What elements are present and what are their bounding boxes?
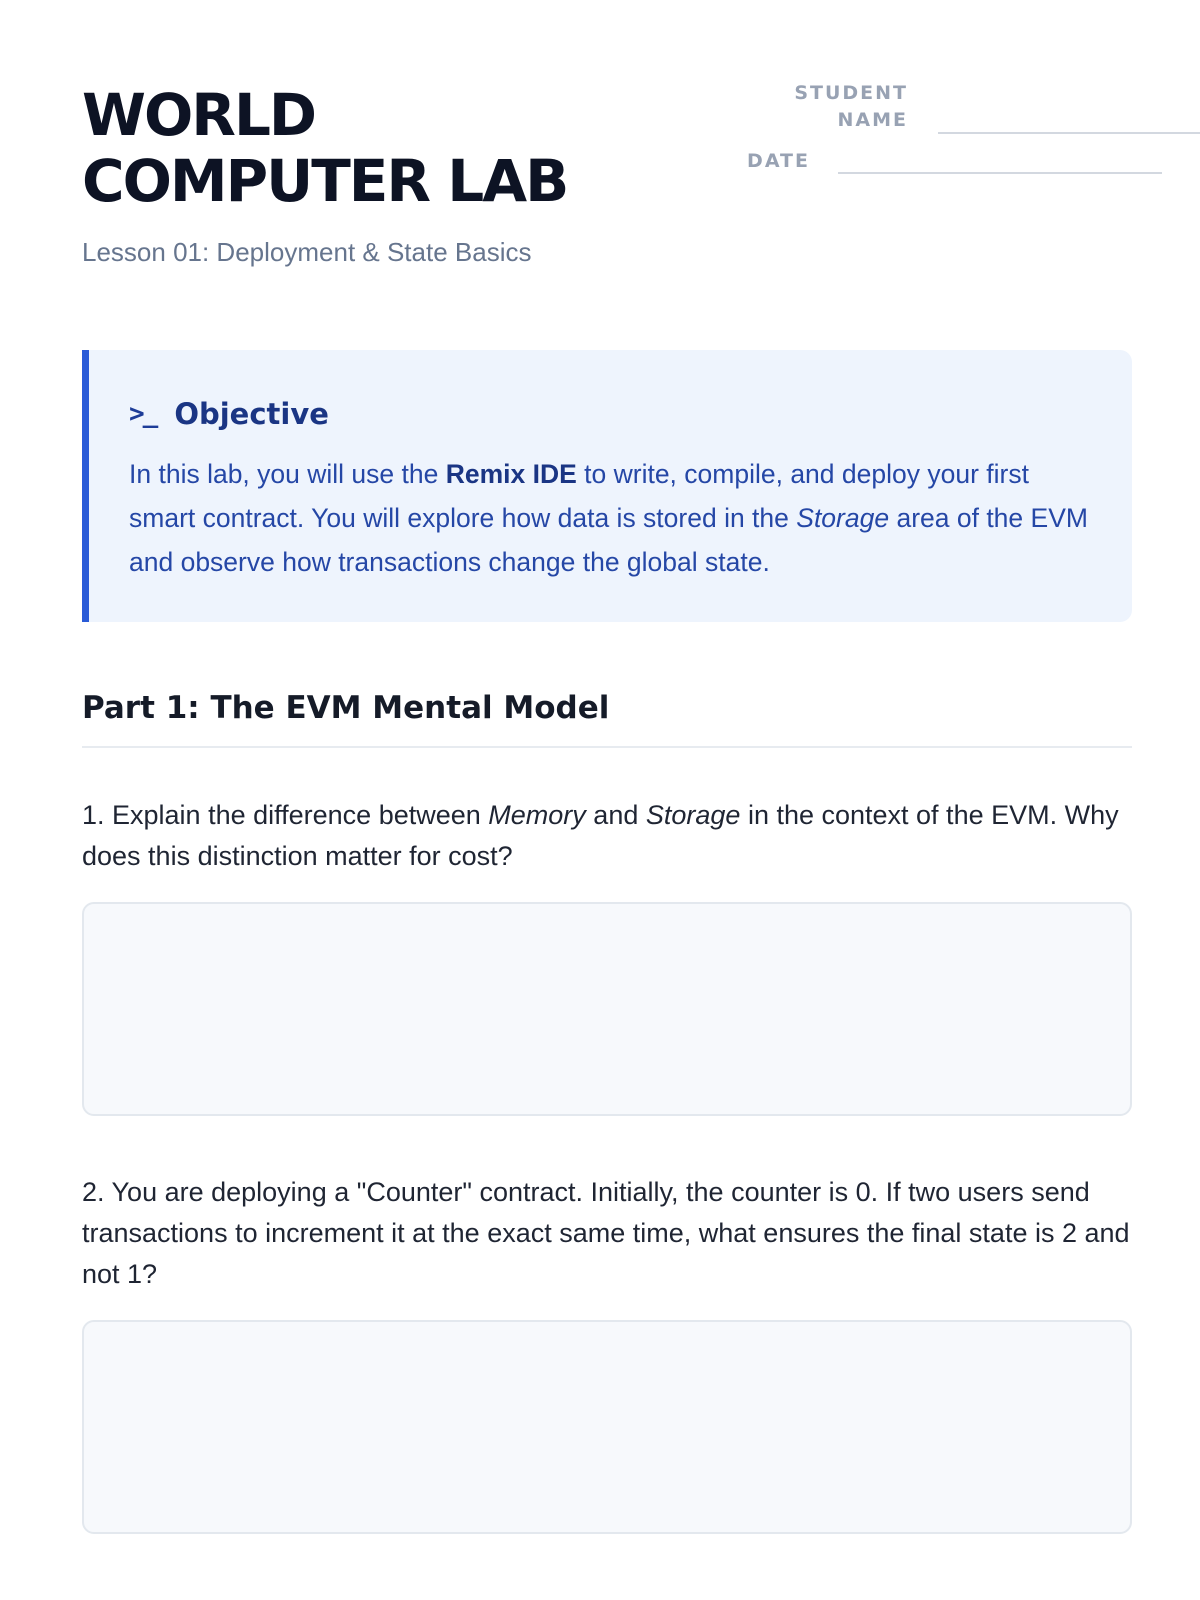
answer-box-1[interactable] <box>82 902 1132 1116</box>
lesson-subtitle: Lesson 01: Deployment & State Basics <box>82 237 532 267</box>
answer-box-2[interactable] <box>82 1320 1132 1534</box>
storage-term: Storage <box>796 503 890 533</box>
worksheet-page <box>82 0 1132 1600</box>
objective-callout <box>82 350 1132 622</box>
objective-text: In this lab, you will use the Remix IDE to write, compile, and deploy your first smart contract. You will explore how data is stored in the Storage area of the EVM and observe how transactions change the global state. <box>129 459 1088 577</box>
title-line-2: COMPUTER LAB <box>82 147 568 215</box>
date-line[interactable] <box>838 172 1162 174</box>
question-2: 2. You are deploying a "Counter" contract. Initially, the counter is 0. If two users send transactions to increment it at the exact same time, what ensures the final state is 2 and not 1? <box>82 1177 1130 1289</box>
brand-block <box>82 82 642 268</box>
objective-header <box>129 394 329 434</box>
question-1: 1. Explain the difference between Memory and Storage in the context of the EVM. Why does this distinction matter for cost? <box>82 800 1119 871</box>
date-label: DATE <box>747 150 810 172</box>
student-name-field[interactable] <box>662 80 1200 136</box>
student-name-line[interactable] <box>938 132 1200 134</box>
page-title <box>82 82 642 214</box>
student-name-label: STUDENT NAME <box>794 82 908 131</box>
remix-ide-term: Remix IDE <box>445 459 577 489</box>
title-line-1: WORLD <box>82 81 316 149</box>
section-title-part1: Part 1: The EVM Mental Model <box>82 690 1132 748</box>
date-field[interactable] <box>662 148 1162 178</box>
terminal-prompt-icon: >_ <box>129 399 157 429</box>
objective-title: Objective <box>174 397 329 431</box>
